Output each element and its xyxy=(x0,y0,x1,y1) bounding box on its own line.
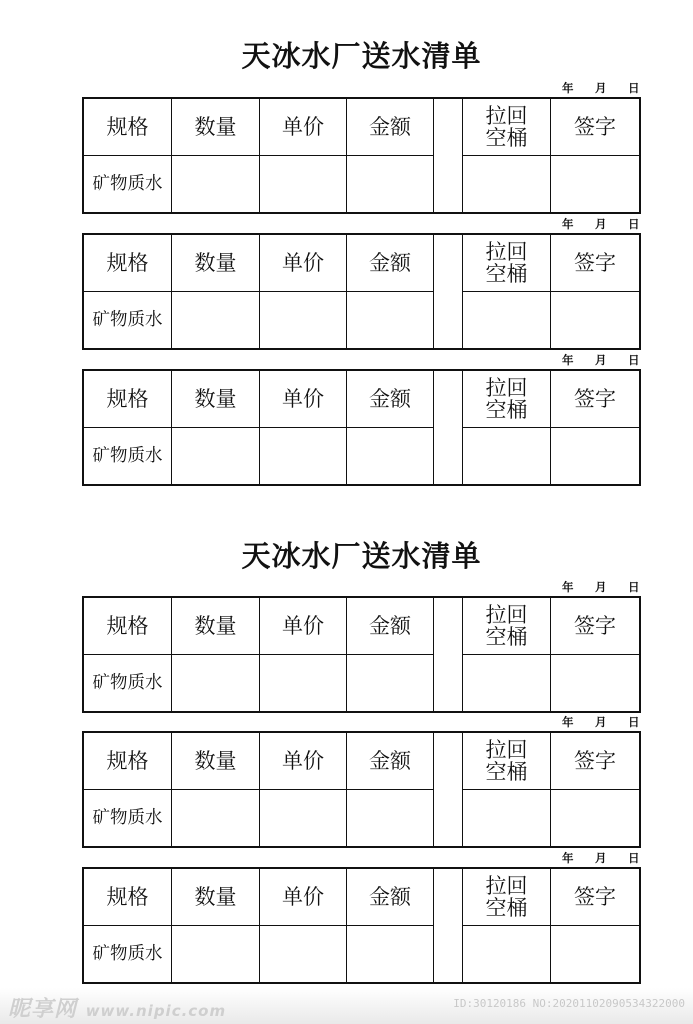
signature-header: 签字 xyxy=(574,885,616,909)
day-label: 日 xyxy=(628,580,640,594)
amount-header: 金额 xyxy=(369,251,411,275)
signature-field[interactable] xyxy=(551,156,639,212)
quantity-header: 数量 xyxy=(194,387,237,411)
signature-field[interactable] xyxy=(551,790,639,846)
delivery-slip xyxy=(82,596,641,713)
date-line xyxy=(562,716,640,729)
delivery-slip xyxy=(82,731,641,848)
return-bucket-header: 拉回 空桶 xyxy=(485,104,528,150)
return-bucket-field[interactable] xyxy=(463,292,550,348)
day-label: 日 xyxy=(628,217,640,231)
day-label: 日 xyxy=(628,851,640,865)
watermark-site: www.nipic.com xyxy=(85,1002,227,1020)
signature-header: 签字 xyxy=(574,387,616,411)
date-line xyxy=(562,82,640,95)
quantity-field[interactable] xyxy=(172,156,259,212)
unit-price-field[interactable] xyxy=(260,292,346,348)
unit-price-field[interactable] xyxy=(260,156,346,212)
amount-field[interactable] xyxy=(347,926,433,982)
unit-price-field[interactable] xyxy=(260,428,346,484)
amount-field[interactable] xyxy=(347,292,433,348)
page-title-2: 天冰水厂送水清单 xyxy=(241,539,482,573)
product-name: 矿物质水 xyxy=(92,673,163,693)
return-bucket-field[interactable] xyxy=(463,790,550,846)
quantity-header: 数量 xyxy=(194,614,237,638)
quantity-field[interactable] xyxy=(172,655,259,711)
product-name: 矿物质水 xyxy=(92,174,163,194)
signature-header: 签字 xyxy=(574,614,616,638)
spec-header: 规格 xyxy=(106,115,149,139)
spec-header: 规格 xyxy=(106,387,149,411)
day-label: 日 xyxy=(628,81,640,95)
amount-field[interactable] xyxy=(347,156,433,212)
month-label: 月 xyxy=(595,715,607,729)
unit-price-header: 单价 xyxy=(282,387,324,411)
quantity-field[interactable] xyxy=(172,790,259,846)
watermark-bar xyxy=(0,988,693,1024)
year-label: 年 xyxy=(562,715,574,729)
spec-header: 规格 xyxy=(106,885,149,909)
month-label: 月 xyxy=(595,580,607,594)
signature-field[interactable] xyxy=(551,926,639,982)
delivery-slip xyxy=(82,233,641,350)
return-bucket-header: 拉回 空桶 xyxy=(485,240,528,286)
quantity-header: 数量 xyxy=(194,885,237,909)
unit-price-header: 单价 xyxy=(282,749,324,773)
quantity-field[interactable] xyxy=(172,926,259,982)
unit-price-header: 单价 xyxy=(282,115,324,139)
unit-price-header: 单价 xyxy=(282,885,324,909)
return-bucket-header: 拉回 空桶 xyxy=(485,738,528,784)
quantity-header: 数量 xyxy=(194,115,237,139)
return-bucket-field[interactable] xyxy=(463,156,550,212)
year-label: 年 xyxy=(562,851,574,865)
amount-field[interactable] xyxy=(347,655,433,711)
amount-field[interactable] xyxy=(347,428,433,484)
month-label: 月 xyxy=(595,81,607,95)
year-label: 年 xyxy=(562,353,574,367)
year-label: 年 xyxy=(562,217,574,231)
delivery-slip xyxy=(82,369,641,486)
delivery-slip xyxy=(82,97,641,214)
month-label: 月 xyxy=(595,217,607,231)
watermark-id: ID:30120186 NO:20201102090534322000 xyxy=(453,997,685,1010)
amount-field[interactable] xyxy=(347,790,433,846)
unit-price-field[interactable] xyxy=(260,926,346,982)
quantity-header: 数量 xyxy=(194,251,237,275)
month-label: 月 xyxy=(595,353,607,367)
product-name: 矿物质水 xyxy=(92,310,163,330)
date-line xyxy=(562,218,640,231)
product-name: 矿物质水 xyxy=(92,446,163,466)
watermark-logo xyxy=(8,992,226,1023)
unit-price-field[interactable] xyxy=(260,790,346,846)
quantity-header: 数量 xyxy=(194,749,237,773)
day-label: 日 xyxy=(628,715,640,729)
signature-field[interactable] xyxy=(551,292,639,348)
signature-field[interactable] xyxy=(551,428,639,484)
amount-header: 金额 xyxy=(369,387,411,411)
amount-header: 金额 xyxy=(369,115,411,139)
watermark-brand: 昵享网 xyxy=(8,997,78,1022)
page-title-1: 天冰水厂送水清单 xyxy=(241,39,482,73)
unit-price-field[interactable] xyxy=(260,655,346,711)
date-line xyxy=(562,581,640,594)
amount-header: 金额 xyxy=(369,749,411,773)
return-bucket-header: 拉回 空桶 xyxy=(485,376,528,422)
date-line xyxy=(562,852,640,865)
year-label: 年 xyxy=(562,580,574,594)
quantity-field[interactable] xyxy=(172,292,259,348)
unit-price-header: 单价 xyxy=(282,251,324,275)
delivery-slip xyxy=(82,867,641,984)
amount-header: 金额 xyxy=(369,614,411,638)
amount-header: 金额 xyxy=(369,885,411,909)
signature-header: 签字 xyxy=(574,115,616,139)
day-label: 日 xyxy=(628,353,640,367)
quantity-field[interactable] xyxy=(172,428,259,484)
spec-header: 规格 xyxy=(106,614,149,638)
return-bucket-field[interactable] xyxy=(463,655,550,711)
date-line xyxy=(562,354,640,367)
product-name: 矿物质水 xyxy=(92,944,163,964)
product-name: 矿物质水 xyxy=(92,808,163,828)
year-label: 年 xyxy=(562,81,574,95)
signature-header: 签字 xyxy=(574,251,616,275)
spec-header: 规格 xyxy=(106,749,149,773)
return-bucket-field[interactable] xyxy=(463,926,550,982)
return-bucket-header: 拉回 空桶 xyxy=(485,874,528,920)
return-bucket-field[interactable] xyxy=(463,428,550,484)
spec-header: 规格 xyxy=(106,251,149,275)
signature-header: 签字 xyxy=(574,749,616,773)
signature-field[interactable] xyxy=(551,655,639,711)
month-label: 月 xyxy=(595,851,607,865)
unit-price-header: 单价 xyxy=(282,614,324,638)
return-bucket-header: 拉回 空桶 xyxy=(485,603,528,649)
